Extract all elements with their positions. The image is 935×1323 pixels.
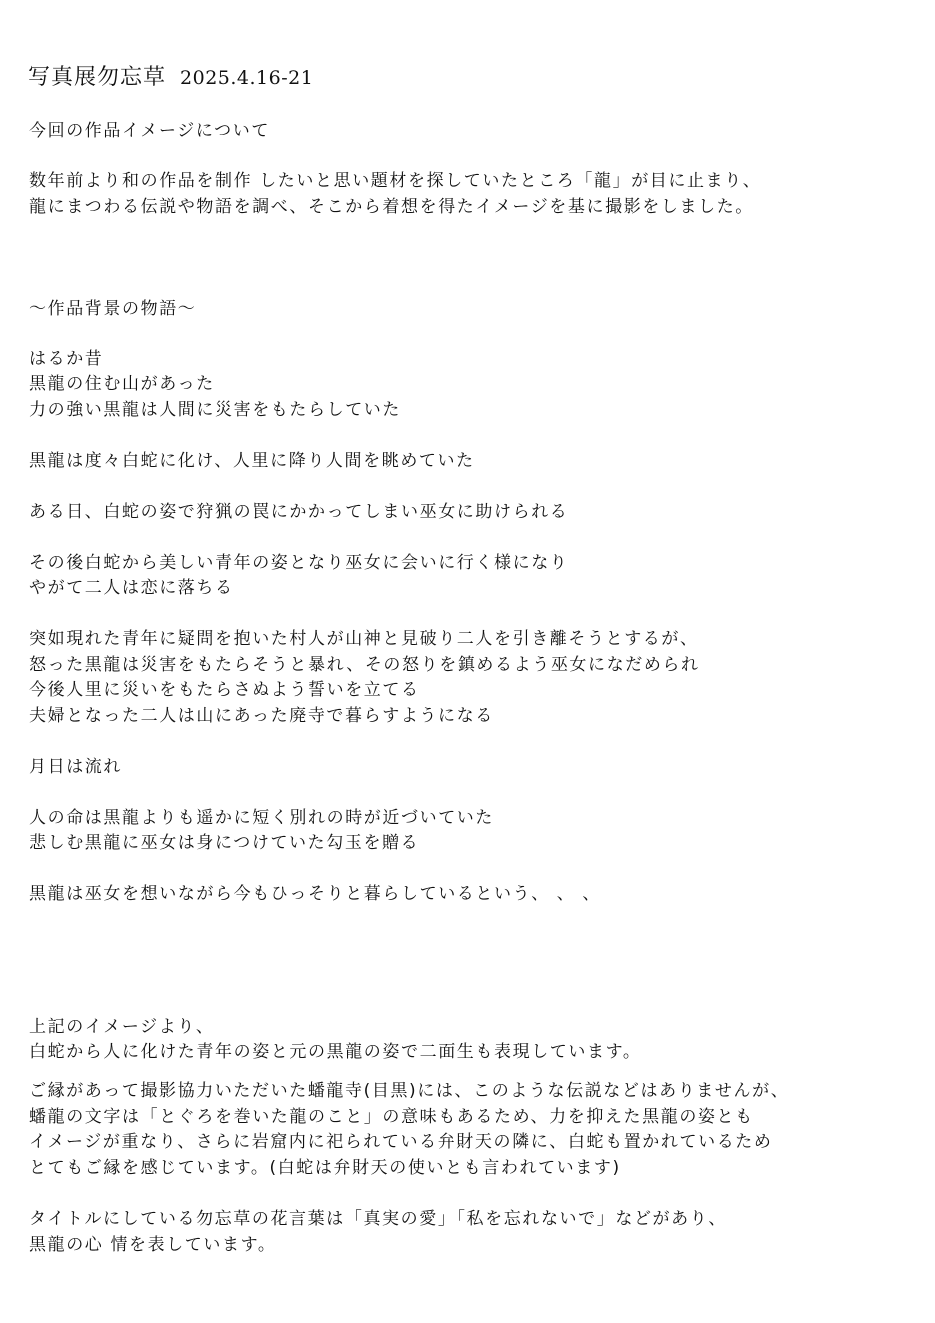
story-line: 人の命は黒龍よりも遥かに短く別れの時が近づいていた bbox=[29, 808, 494, 828]
story-line: 怒った黒龍は災害をもたらそうと暴れ、その怒りを鎮めるよう巫女になだめられ bbox=[29, 655, 700, 675]
closing-line: 蟠龍の文字は「とぐろを巻いた龍のこと」の意味もあるため、力を抑えた黒龍の姿とも bbox=[29, 1107, 754, 1127]
story-line: 夫婦となった二人は山にあった廃寺で暮らすようになる bbox=[29, 706, 494, 726]
story-line: 突如現れた青年に疑問を抱いた村人が山神と見破り二人を引き離そうとするが、 bbox=[29, 629, 699, 649]
story-line: ある日、白蛇の姿で狩猟の罠にかかってしまい巫女に助けられる bbox=[29, 502, 569, 522]
page-title bbox=[28, 64, 313, 92]
closing-line: 黒龍の心 情を表しています。 bbox=[29, 1235, 277, 1255]
story-line: 黒龍は巫女を想いながら今もひっそりと暮らしているという、 、 、 bbox=[29, 884, 602, 904]
exhibition-date: 2025.4.16-21 bbox=[180, 67, 314, 89]
intro-heading: 今回の作品イメージについて bbox=[29, 121, 270, 141]
story-line: はるか昔 bbox=[29, 349, 104, 369]
closing-line: ご縁があって撮影協力いただいた蟠龍寺(目黒)には、このような伝説などはありませんが、 bbox=[29, 1081, 790, 1101]
intro-line: 龍にまつわる伝説や物語を調べ、そこから着想を得たイメージを基に撮影をしました。 bbox=[29, 197, 754, 217]
story-line: やがて二人は恋に落ちる bbox=[29, 578, 234, 598]
exhibition-name: 写真展勿忘草 bbox=[28, 65, 167, 90]
story-line: 黒龍の住む山があった bbox=[29, 374, 215, 394]
closing-line: とてもご縁を感じています。(白蛇は弁財天の使いとも言われています) bbox=[29, 1158, 621, 1178]
story-line: 黒龍は度々白蛇に化け、人里に降り人間を眺めていた bbox=[29, 451, 475, 471]
closing-line: 白蛇から人に化けた青年の姿と元の黒龍の姿で二面生も表現しています。 bbox=[29, 1042, 642, 1062]
story-line: 今後人里に災いをもたらさぬよう誓いを立てる bbox=[29, 680, 420, 700]
story-line: 月日は流れ bbox=[29, 757, 122, 777]
intro-line: 数年前より和の作品を制作 したいと思い題材を探していたところ「龍」が目に止まり、 bbox=[29, 171, 762, 191]
story-line: 悲しむ黒龍に巫女は身につけていた勾玉を贈る bbox=[29, 833, 420, 853]
closing-line: イメージが重なり、さらに岩窟内に祀られている弁財天の隣に、白蛇も置かれているため bbox=[29, 1132, 773, 1152]
closing-line: 上記のイメージより、 bbox=[29, 1017, 215, 1037]
story-line: その後白蛇から美しい青年の姿となり巫女に会いに行く様になり bbox=[29, 553, 569, 573]
closing-line: タイトルにしている勿忘草の花言葉は「真実の愛」「私を忘れないで」などがあり、 bbox=[29, 1209, 727, 1229]
story-heading: ～作品背景の物語～ bbox=[29, 299, 197, 319]
story-line: 力の強い黒龍は人間に災害をもたらしていた bbox=[29, 400, 401, 420]
